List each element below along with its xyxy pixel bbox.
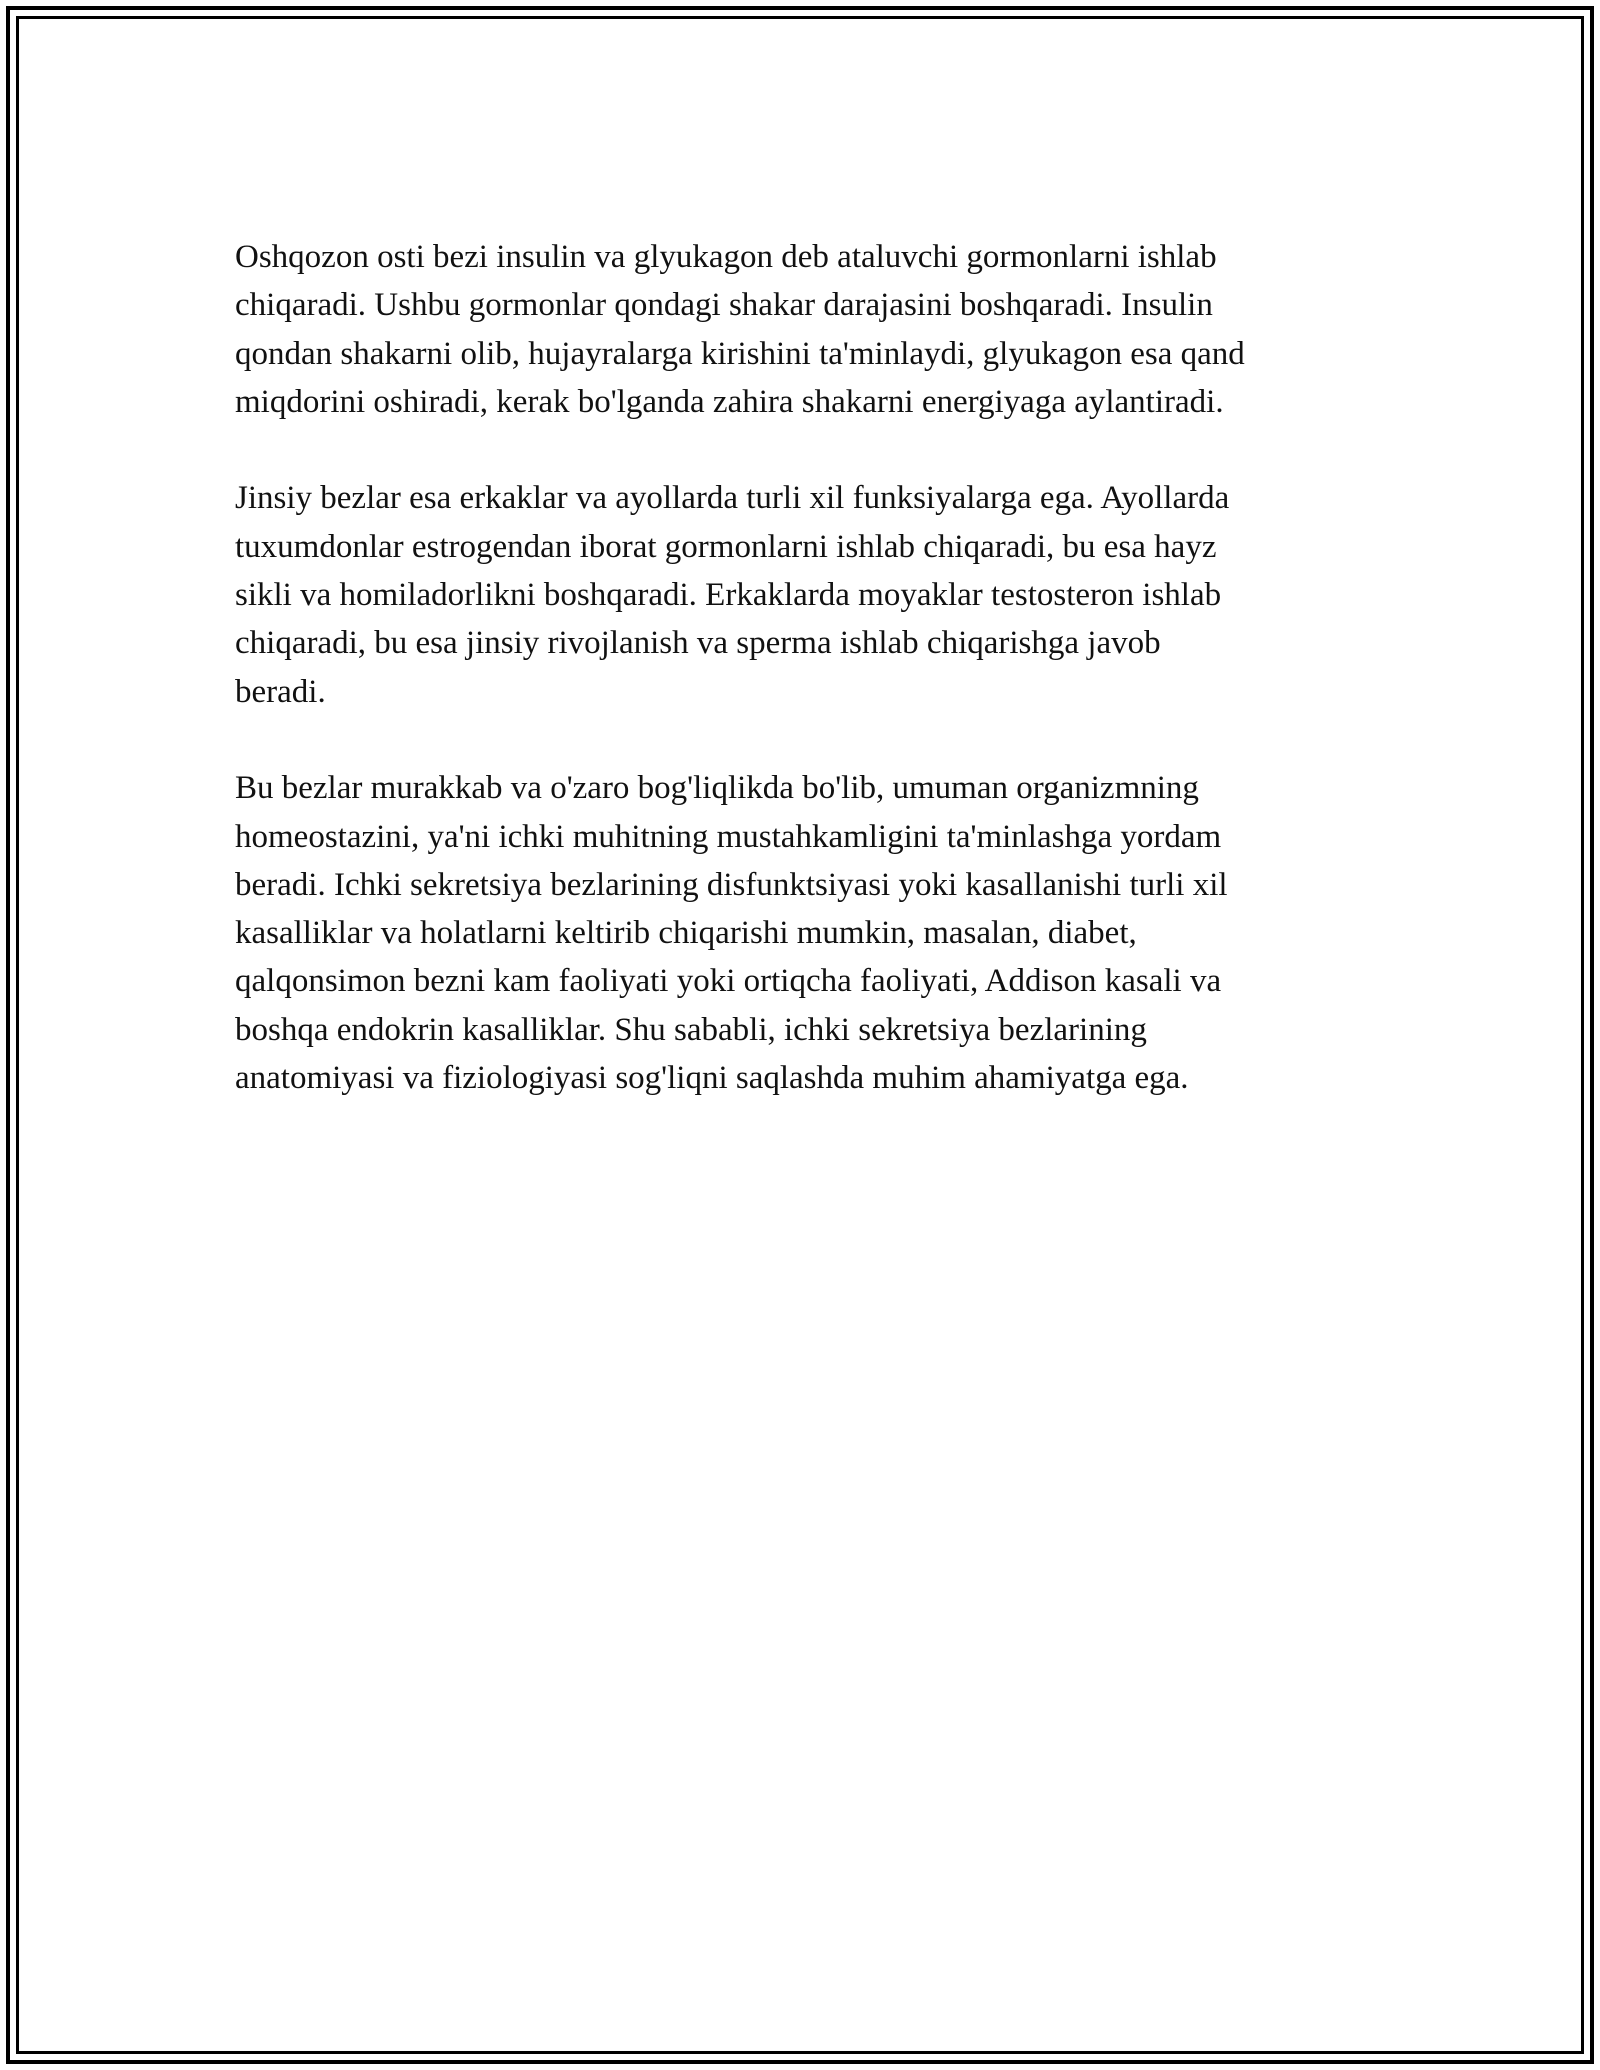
- document-body: [235, 233, 1375, 1151]
- paragraph-pancreas: Oshqozon osti bezi insulin va glyukagon deb ataluvchi gormonlarni ishlab chiqaradi. Ushbu gormonlar qondagi shakar darajasini boshqaradi. Insulin qondan shakarni olib, hujayralarga kirishini ta'minlaydi, glyukagon esa qand miqdorini oshiradi, kerak bo'lganda zahira shakarni energiyaga aylantiradi.: [235, 239, 1245, 420]
- paragraph-gonads: Jinsiy bezlar esa erkaklar va ayollarda turli xil funksiyalarga ega. Ayollarda tuxumdonlar estrogendan iborat gormonlarni ishlab chiqaradi, bu esa hayz sikli va homiladorlikni boshqaradi. Erkaklarda moyaklar testosteron ishlab chiqaradi, bu esa jinsiy rivojlanish va sperma ishlab chiqarishga javob beradi.: [235, 480, 1230, 710]
- paragraph-homeostasis: Bu bezlar murakkab va o'zaro bog'liqlikda bo'lib, umuman organizmning homeostazini, ya'ni ichki muhitning mustahkamligini ta'minlashga yordam beradi. Ichki sekretsiya bezlarining disfunktsiyasi yoki kasallanishi turli xil kasalliklar va holatlarni keltirib chiqarishi mumkin, masalan, diabet, qalqonsimon bezni kam faoliyati yoki ortiqcha faoliyati, Addison kasali va boshqa endokrin kasalliklar. Shu sababli, ichki sekretsiya bezlarining anatomiyasi va fiziologiyasi sog'liqni saqlashda muhim ahamiyatga ega.: [235, 770, 1228, 1097]
